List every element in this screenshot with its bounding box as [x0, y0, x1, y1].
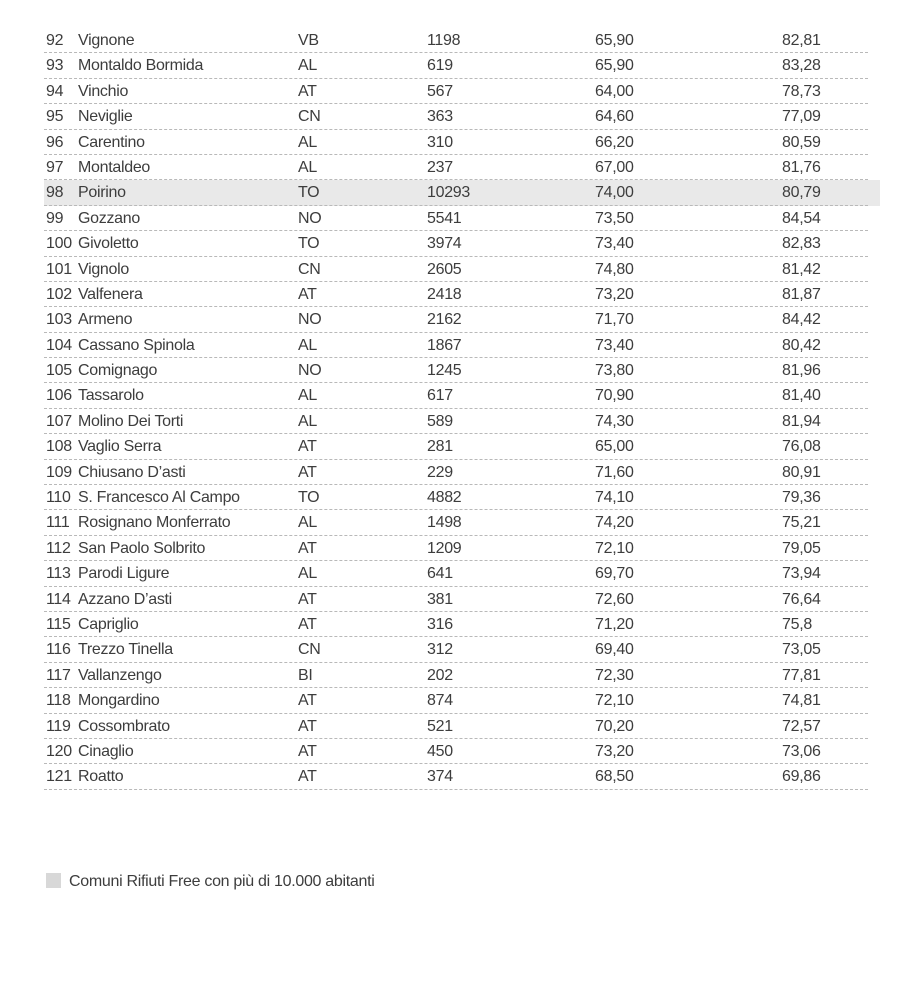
table-row [44, 739, 880, 764]
province-cell: TO [298, 184, 320, 202]
province-cell: TO [298, 489, 320, 507]
table-row [44, 383, 880, 408]
value-1-cell: 74,10 [595, 489, 634, 507]
rank-cell: 103 [46, 311, 72, 329]
municipality-cell: Vallanzengo [78, 666, 162, 684]
population-cell: 1498 [427, 514, 462, 532]
population-cell: 4882 [427, 489, 462, 507]
value-2-cell: 81,96 [782, 362, 821, 380]
table-row [44, 28, 880, 53]
province-cell: AT [298, 590, 317, 608]
value-1-cell: 73,40 [595, 336, 634, 354]
rank-cell: 93 [46, 57, 64, 75]
province-cell: AT [298, 615, 317, 633]
municipality-cell: Cassano Spinola [78, 336, 195, 354]
rank-cell: 108 [46, 438, 72, 456]
value-1-cell: 73,20 [595, 285, 634, 303]
rank-cell: 96 [46, 133, 64, 151]
population-cell: 1209 [427, 539, 462, 557]
table-row [44, 714, 880, 739]
province-cell: AL [298, 412, 317, 430]
value-1-cell: 70,90 [595, 387, 634, 405]
value-1-cell: 74,80 [595, 260, 634, 278]
population-cell: 202 [427, 666, 453, 684]
municipality-cell: Gozzano [78, 209, 140, 227]
table-row [44, 333, 880, 358]
value-1-cell: 64,60 [595, 108, 634, 126]
table-row [44, 460, 880, 485]
rank-cell: 102 [46, 285, 72, 303]
province-cell: AL [298, 57, 317, 75]
table-row [44, 612, 880, 637]
municipality-cell: Cossombrato [78, 717, 170, 735]
value-2-cell: 81,40 [782, 387, 821, 405]
value-2-cell: 80,79 [782, 184, 821, 202]
municipality-cell: Azzano D’asti [78, 590, 172, 608]
value-2-cell: 76,08 [782, 438, 821, 456]
province-cell: AT [298, 692, 317, 710]
municipality-cell: Comignago [78, 362, 158, 380]
value-2-cell: 80,42 [782, 336, 821, 354]
value-2-cell: 76,64 [782, 590, 821, 608]
province-cell: AT [298, 438, 317, 456]
province-cell: CN [298, 108, 321, 126]
population-cell: 1198 [427, 32, 461, 49]
rank-cell: 112 [46, 539, 71, 557]
value-1-cell: 73,80 [595, 362, 634, 380]
table-row [44, 688, 880, 713]
population-cell: 641 [427, 565, 453, 583]
rank-cell: 98 [46, 184, 64, 202]
province-cell: TO [298, 235, 320, 253]
value-2-cell: 81,42 [782, 260, 821, 278]
population-cell: 229 [427, 463, 453, 481]
rank-cell: 121 [46, 768, 72, 786]
rank-cell: 111 [46, 514, 70, 532]
population-cell: 363 [427, 108, 453, 126]
table-row [44, 53, 880, 78]
value-2-cell: 73,94 [782, 565, 821, 583]
municipality-cell: Vignolo [78, 260, 129, 278]
population-cell: 310 [427, 133, 453, 151]
municipality-cell: Montaldeo [78, 158, 151, 176]
value-1-cell: 72,10 [595, 539, 634, 557]
municipality-cell: Trezzo Tinella [78, 641, 173, 659]
rank-cell: 109 [46, 463, 72, 481]
table-row [44, 155, 880, 180]
population-cell: 312 [427, 641, 453, 659]
table-row [44, 130, 880, 155]
value-2-cell: 77,81 [782, 666, 821, 684]
table-row [44, 434, 880, 459]
value-2-cell: 79,36 [782, 489, 821, 507]
legend-swatch [46, 873, 61, 888]
rank-cell: 115 [46, 615, 71, 633]
province-cell: NO [298, 209, 322, 227]
population-cell: 374 [427, 768, 453, 786]
value-1-cell: 65,90 [595, 57, 634, 75]
value-1-cell: 72,30 [595, 666, 634, 684]
value-2-cell: 83,28 [782, 57, 821, 75]
value-2-cell: 82,81 [782, 32, 821, 49]
value-1-cell: 72,10 [595, 692, 634, 710]
municipality-cell: Armeno [78, 311, 133, 329]
municipality-cell: Molino Dei Torti [78, 412, 184, 430]
province-cell: VB [298, 32, 319, 49]
municipality-cell: Vinchio [78, 82, 129, 100]
province-cell: AL [298, 158, 317, 176]
rank-cell: 106 [46, 387, 72, 405]
value-1-cell: 70,20 [595, 717, 634, 735]
value-2-cell: 84,42 [782, 311, 821, 329]
population-cell: 3974 [427, 235, 462, 253]
value-2-cell: 69,86 [782, 768, 821, 786]
value-1-cell: 65,00 [595, 438, 634, 456]
value-2-cell: 82,83 [782, 235, 821, 253]
population-cell: 874 [427, 692, 453, 710]
province-cell: AT [298, 717, 317, 735]
value-1-cell: 74,20 [595, 514, 634, 532]
municipality-cell: Parodi Ligure [78, 565, 170, 583]
municipality-cell: S. Francesco Al Campo [78, 489, 240, 507]
table-row [44, 561, 880, 586]
value-2-cell: 81,94 [782, 412, 821, 430]
municipality-cell: Neviglie [78, 108, 133, 126]
province-cell: AT [298, 463, 317, 481]
municipality-cell: Carentino [78, 133, 145, 151]
municipality-cell: Tassarolo [78, 387, 144, 405]
value-1-cell: 71,20 [595, 615, 634, 633]
population-cell: 1245 [427, 362, 462, 380]
table-row [44, 206, 880, 231]
municipality-cell: Valfenera [78, 285, 143, 303]
value-2-cell: 75,21 [782, 514, 821, 532]
value-1-cell: 69,40 [595, 641, 634, 659]
municipality-cell: Capriglio [78, 615, 139, 633]
province-cell: NO [298, 362, 322, 380]
rank-cell: 97 [46, 158, 64, 176]
rank-cell: 92 [46, 32, 64, 49]
value-1-cell: 68,50 [595, 768, 634, 786]
value-1-cell: 64,00 [595, 82, 634, 100]
value-1-cell: 73,20 [595, 742, 634, 760]
province-cell: AT [298, 82, 317, 100]
table-row [44, 307, 880, 332]
population-cell: 589 [427, 412, 453, 430]
table-row [44, 587, 880, 612]
rank-cell: 113 [46, 565, 71, 583]
value-1-cell: 73,50 [595, 209, 634, 227]
province-cell: NO [298, 311, 322, 329]
municipality-table [44, 28, 880, 790]
population-cell: 381 [427, 590, 453, 608]
population-cell: 5541 [427, 209, 462, 227]
legend-label: Comuni Rifiuti Free con più di 10.000 abitanti [69, 873, 375, 890]
population-cell: 10293 [427, 184, 470, 202]
table-row [44, 510, 880, 535]
rank-cell: 94 [46, 82, 64, 100]
municipality-cell: Vignone [78, 32, 135, 49]
population-cell: 521 [427, 717, 453, 735]
value-2-cell: 79,05 [782, 539, 821, 557]
population-cell: 567 [427, 82, 453, 100]
value-1-cell: 69,70 [595, 565, 634, 583]
province-cell: AL [298, 514, 317, 532]
province-cell: AT [298, 539, 317, 557]
municipality-cell: San Paolo Solbrito [78, 539, 206, 557]
municipality-cell: Mongardino [78, 692, 160, 710]
value-1-cell: 74,30 [595, 412, 634, 430]
value-1-cell: 67,00 [595, 158, 634, 176]
value-2-cell: 80,91 [782, 463, 821, 481]
population-cell: 2605 [427, 260, 462, 278]
table-row [44, 79, 880, 104]
value-1-cell: 72,60 [595, 590, 634, 608]
table-row [44, 358, 880, 383]
province-cell: AL [298, 133, 317, 151]
population-cell: 619 [427, 57, 453, 75]
value-2-cell: 75,8 [782, 615, 812, 633]
value-2-cell: 77,09 [782, 108, 821, 126]
province-cell: AT [298, 742, 317, 760]
rank-cell: 101 [46, 260, 72, 278]
value-1-cell: 71,60 [595, 463, 634, 481]
value-2-cell: 81,76 [782, 158, 821, 176]
population-cell: 2162 [427, 311, 462, 329]
value-1-cell: 65,90 [595, 32, 634, 49]
province-cell: AL [298, 565, 317, 583]
table-row [44, 409, 880, 434]
value-2-cell: 81,87 [782, 285, 821, 303]
municipality-cell: Poirino [78, 184, 126, 202]
table-row [44, 663, 880, 688]
population-cell: 281 [427, 438, 453, 456]
municipality-cell: Montaldo Bormida [78, 57, 204, 75]
population-cell: 316 [427, 615, 453, 633]
rank-cell: 119 [46, 717, 71, 735]
province-cell: AL [298, 336, 317, 354]
province-cell: AT [298, 285, 317, 303]
rank-cell: 114 [46, 590, 71, 608]
value-2-cell: 73,06 [782, 742, 821, 760]
municipality-cell: Givoletto [78, 235, 139, 253]
rank-cell: 104 [46, 336, 72, 354]
province-cell: CN [298, 260, 321, 278]
table-row [44, 104, 880, 129]
municipality-cell: Rosignano Monferrato [78, 514, 231, 532]
legend [46, 872, 375, 892]
value-2-cell: 73,05 [782, 641, 821, 659]
value-1-cell: 66,20 [595, 133, 634, 151]
rank-cell: 105 [46, 362, 72, 380]
rank-cell: 95 [46, 108, 64, 126]
table-row [44, 764, 880, 789]
population-cell: 237 [427, 158, 453, 176]
population-cell: 2418 [427, 285, 462, 303]
population-cell: 1867 [427, 336, 462, 354]
value-2-cell: 72,57 [782, 717, 821, 735]
value-1-cell: 71,70 [595, 311, 634, 329]
municipality-cell: Cinaglio [78, 742, 134, 760]
rank-cell: 110 [46, 489, 71, 507]
rank-cell: 99 [46, 209, 64, 227]
table-row [44, 282, 880, 307]
province-cell: BI [298, 666, 313, 684]
value-1-cell: 73,40 [595, 235, 634, 253]
population-cell: 450 [427, 742, 453, 760]
municipality-cell: Roatto [78, 768, 124, 786]
rank-cell: 117 [46, 666, 71, 684]
table-row [44, 536, 880, 561]
table-row [44, 180, 880, 205]
province-cell: AT [298, 768, 317, 786]
rank-cell: 107 [46, 412, 72, 430]
rank-cell: 120 [46, 742, 72, 760]
province-cell: AL [298, 387, 317, 405]
rank-cell: 116 [46, 641, 71, 659]
table-row [44, 231, 880, 256]
rank-cell: 118 [46, 692, 71, 710]
table-row [44, 485, 880, 510]
value-2-cell: 80,59 [782, 133, 821, 151]
value-2-cell: 84,54 [782, 209, 821, 227]
municipality-cell: Vaglio Serra [78, 438, 162, 456]
rank-cell: 100 [46, 235, 72, 253]
value-2-cell: 78,73 [782, 82, 821, 100]
table-row [44, 637, 880, 662]
table-row [44, 257, 880, 282]
value-1-cell: 74,00 [595, 184, 634, 202]
value-2-cell: 74,81 [782, 692, 821, 710]
population-cell: 617 [427, 387, 453, 405]
municipality-cell: Chiusano D’asti [78, 463, 186, 481]
province-cell: CN [298, 641, 321, 659]
